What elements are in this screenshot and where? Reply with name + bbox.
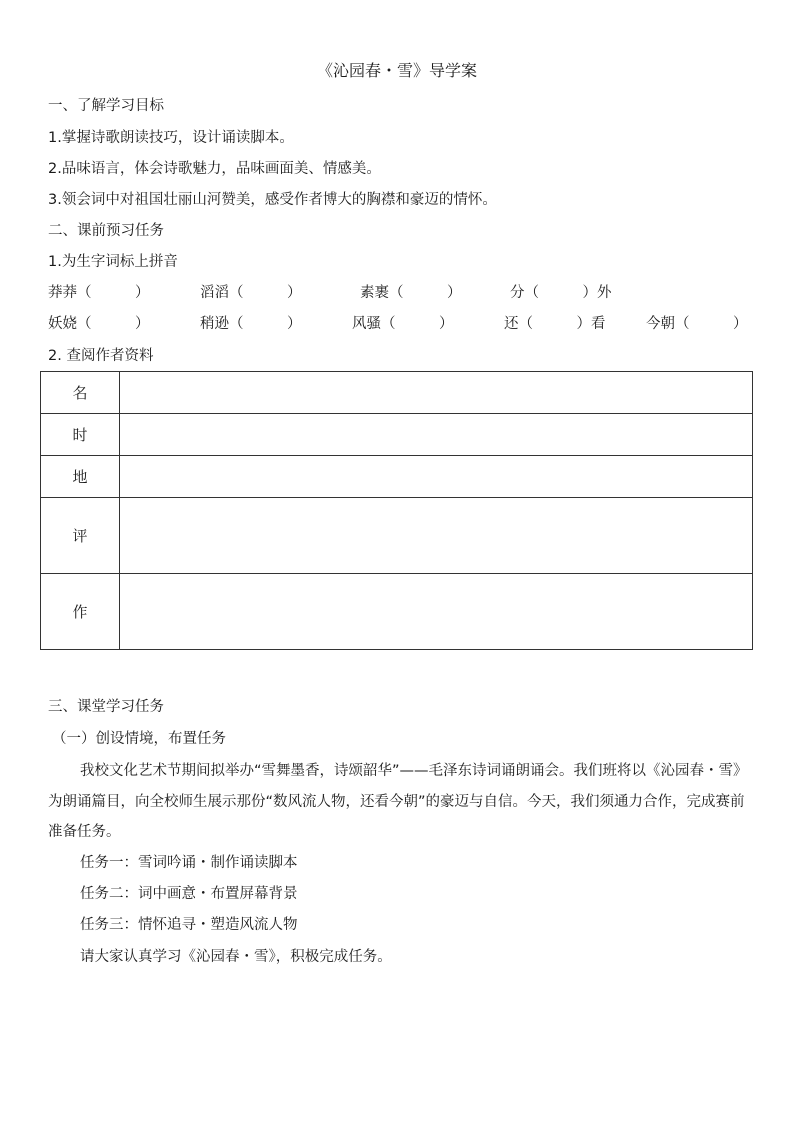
goal-item-2: 2.品味语言，体会诗歌魅力，品味画面美、情感美。 (48, 161, 381, 177)
table-row (41, 456, 753, 498)
table-row (41, 372, 753, 414)
table-answer-cell[interactable] (120, 372, 753, 414)
page-title: 《沁园春・雪》导学案 (316, 61, 477, 80)
pinyin-item: 素裹（ ） (360, 285, 462, 301)
task-item-1: 任务一：雪词吟诵・制作诵读脚本 (80, 855, 298, 871)
section-2-heading: 二、课前预习任务 (48, 223, 164, 239)
author-research-subheading: 2. 查阅作者资料 (48, 348, 154, 364)
pinyin-row-1 (48, 283, 758, 303)
goal-item-3: 3.领会词中对祖国壮丽山河赞美，感受作者博大的胸襟和豪迈的情怀。 (48, 192, 497, 208)
pinyin-item: 今朝（ ） (646, 316, 748, 332)
table-label-works: 作 (41, 574, 120, 650)
table-answer-cell[interactable] (120, 456, 753, 498)
table-label-place: 地 (41, 456, 120, 498)
pinyin-item: 稍逊（ ） (200, 316, 302, 332)
pinyin-item: 滔滔（ ） (200, 285, 302, 301)
section-3-subheading: （一）创设情境，布置任务 (52, 731, 226, 747)
pinyin-item: 分（ ）外 (510, 285, 612, 301)
pinyin-item: 风骚（ ） (352, 316, 454, 332)
table-label-time: 时 (41, 414, 120, 456)
pinyin-item: 还（ ）看 (504, 316, 606, 332)
closing-instruction: 请大家认真学习《沁园春・雪》，积极完成任务。 (80, 949, 392, 965)
author-info-table (40, 371, 753, 650)
table-answer-cell[interactable] (120, 574, 753, 650)
table-row (41, 574, 753, 650)
table-label-review: 评 (41, 498, 120, 574)
pinyin-item: 莽莽（ ） (48, 285, 150, 301)
task-item-3: 任务三：情怀追寻・塑造风流人物 (80, 917, 298, 933)
goal-item-1: 1.掌握诗歌朗读技巧，设计诵读脚本。 (48, 130, 294, 146)
pinyin-subheading: 1.为生字词标上拼音 (48, 254, 178, 270)
pinyin-item: 妖娆（ ） (48, 316, 150, 332)
task-item-2: 任务二：词中画意・布置屏幕背景 (80, 886, 298, 902)
table-answer-cell[interactable] (120, 498, 753, 574)
table-answer-cell[interactable] (120, 414, 753, 456)
table-row (41, 414, 753, 456)
table-label-name: 名 (41, 372, 120, 414)
scenario-paragraph: 我校文化艺术节期间拟举办“雪舞墨香，诗颂韶华”——毛泽东诗词诵朗诵会。我们班将以《沁园春・雪》为朗诵篇目，向全校师生展示那份“数风流人物，还看今朝”的豪迈与自信。今天，我们须通力合作，完成赛前准备任务。 (48, 763, 748, 840)
section-1-heading: 一、了解学习目标 (48, 98, 164, 114)
table-row (41, 498, 753, 574)
pinyin-row-2 (48, 314, 758, 334)
section-3-heading: 三、课堂学习任务 (48, 699, 164, 715)
